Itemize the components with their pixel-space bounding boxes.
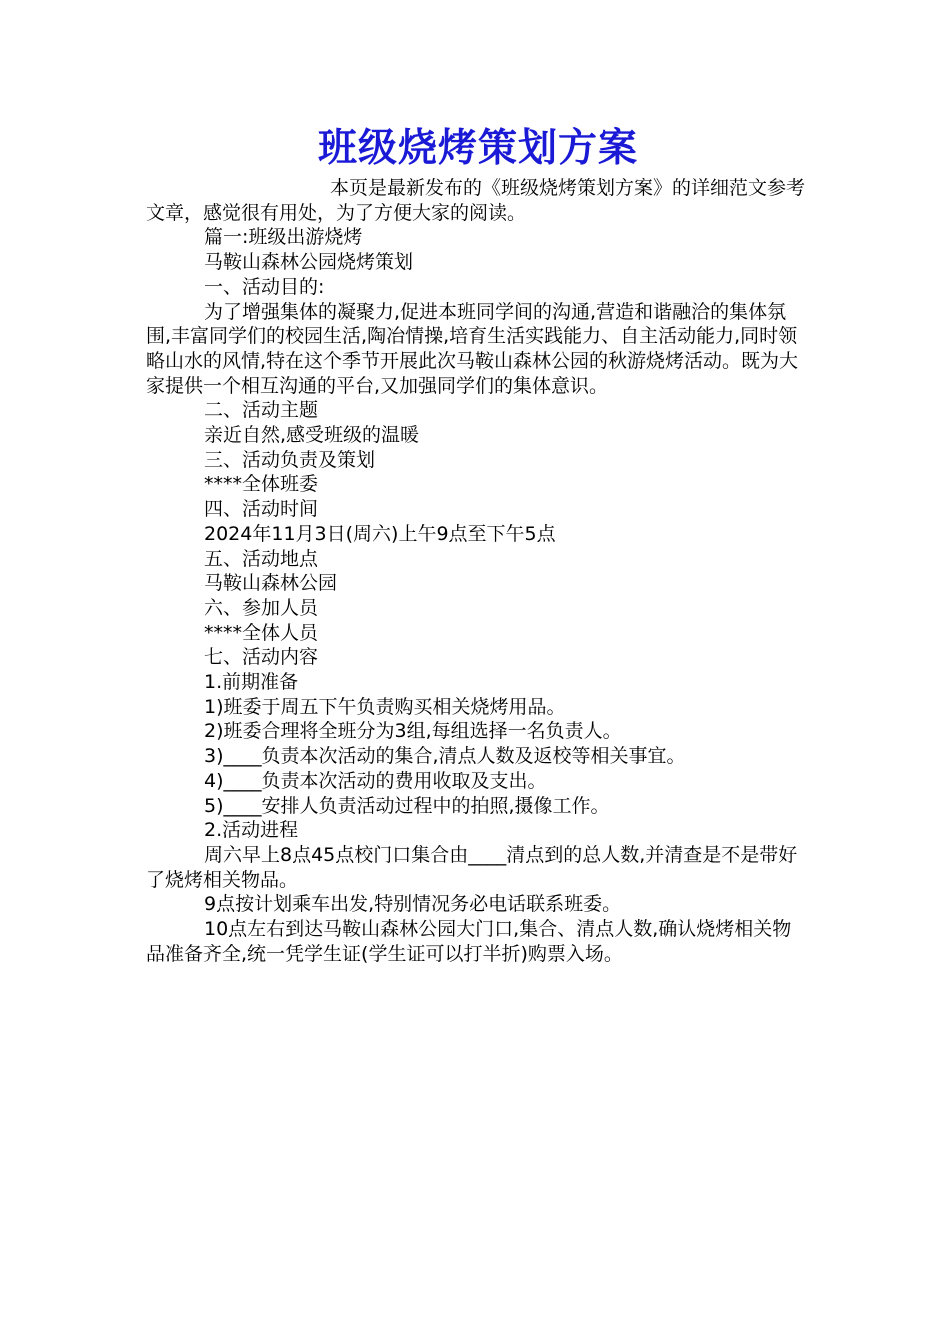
list-item: 5)____安排人负责活动过程中的拍照,摄像工作。: [204, 794, 610, 817]
theme-text: 亲近自然,感受班级的温暖: [204, 424, 420, 447]
section-heading-purpose: 一、活动目的:: [204, 275, 325, 298]
location-text: 马鞍山森林公园: [204, 572, 338, 595]
section-heading-participants: 六、参加人员: [204, 596, 319, 619]
process-paragraph: 9点按计划乘车出发,特别情况务必电话联系班委。: [204, 893, 622, 916]
list-item: 1)班委于周五下午负责购买相关烧烤用品。: [204, 695, 566, 718]
process-paragraph: 10点左右到达马鞍山森林公园大门口,集合、清点人数,确认烧烤相关物品准备齐全,统一凭学生证(学生证可以打半折)购票入场。: [146, 918, 792, 965]
section-heading-location: 五、活动地点: [204, 547, 319, 570]
section-heading-time: 四、活动时间: [204, 498, 319, 521]
intro-paragraph: 本页是最新发布的《班级烧烤策划方案》的详细范文参考文章，感觉很有用处，为了方便大家的阅读。: [146, 177, 806, 224]
participants-text: ****全体人员: [204, 621, 319, 644]
organizer-text: ****全体班委: [204, 473, 319, 496]
document-title: 班级烧烤策划方案: [317, 126, 638, 171]
section-heading-theme: 二、活动主题: [204, 399, 319, 422]
process-paragraph: 周六早上8点45点校门口集合由____清点到的总人数,并清查是不是带好了烧烤相关物品。: [146, 843, 798, 891]
purpose-paragraph: 为了增强集体的凝聚力,促进本班同学间的沟通,营造和谐融洽的集体氛围,丰富同学们的校园生活,陶冶情操,培育生活实践能力、自主活动能力,同时领略山水的风情,特在这个季节开展此次马鞍山森林公园的秋游烧烤活动。既为大家提供一个相互沟通的平台,又加强同学们的集体意识。: [146, 300, 799, 397]
list-item: 3)____负责本次活动的集合,清点人数及返校等相关事宜。: [204, 745, 686, 768]
section-heading-organizer: 三、活动负责及策划: [204, 448, 376, 471]
time-text: 2024年11月3日(周六)上午9点至下午5点: [204, 522, 556, 545]
subsection-heading-process: 2.活动进程: [204, 819, 299, 842]
subsection-heading-preparation: 1.前期准备: [204, 671, 299, 694]
list-item: 2)班委合理将全班分为3组,每组选择一名负责人。: [204, 720, 622, 743]
chapter-heading: 篇一:班级出游烧烤: [204, 226, 363, 249]
section-heading-content: 七、活动内容: [204, 646, 319, 669]
document-body: [146, 176, 810, 967]
plan-subtitle: 马鞍山森林公园烧烤策划: [204, 251, 414, 274]
list-item: 4)____负责本次活动的费用收取及支出。: [204, 769, 547, 792]
